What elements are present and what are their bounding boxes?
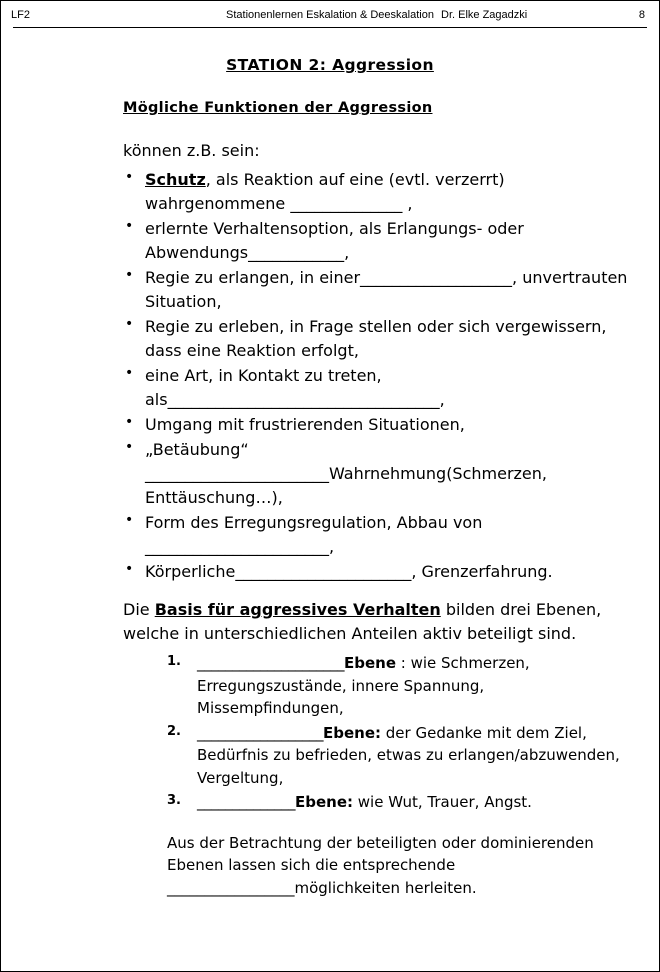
bullet-text: erlernte Verhaltensoption, als Erlangungs- oder Abwendungs____________, xyxy=(145,219,524,263)
list-item xyxy=(123,168,633,216)
bullet-text: Körperliche______________________, Grenzerfahrung. xyxy=(145,562,553,582)
basis-emphasis: Basis für aggressives Verhalten xyxy=(154,600,441,620)
basis-pre: Die xyxy=(123,600,155,620)
list-item xyxy=(123,217,633,265)
list-item xyxy=(167,722,633,790)
bullet-text: Regie zu erleben, in Frage stellen oder sich vergewissern, dass eine Reaktion erfolgt, xyxy=(145,317,607,361)
functions-list xyxy=(27,168,633,584)
header-document-title: Stationenlernen Eskalation & Deeskalation xyxy=(226,9,434,21)
basis-post: bilden drei Ebenen, welche in unterschiedlichen Anteilen aktiv beteiligt sind. xyxy=(123,600,602,644)
list-item xyxy=(123,364,633,412)
intro-text: können z.B. sein: xyxy=(123,141,260,161)
bullet-text: Umgang mit frustrierenden Situationen, xyxy=(145,415,465,435)
list-item xyxy=(123,413,633,437)
list-item xyxy=(123,511,633,559)
ebene-text: der Gedanke mit dem Ziel, Bedürfnis zu befrieden, etwas zu erlangen/abzuwenden, Vergeltung, xyxy=(197,723,620,787)
bullet-text: Form des Erregungsregulation, Abbau von _______________________, xyxy=(145,513,483,557)
closing-paragraph: Aus der Betrachtung der beteiligten oder dominierenden Ebenen lassen sich die entsprechende _________________möglichkeiten herleiten. xyxy=(167,833,594,897)
basis-paragraph xyxy=(123,598,633,646)
section-subtitle: Mögliche Funktionen der Aggression xyxy=(123,100,433,117)
header-divider xyxy=(13,27,647,28)
ebene-text: wie Wut, Trauer, Angst. xyxy=(353,793,532,812)
list-item xyxy=(123,315,633,363)
fill-blank: _____________________ xyxy=(197,654,344,673)
bullet-text: , als Reaktion auf eine (evtl. verzerrt) wahrgenommene ______________ , xyxy=(145,170,505,214)
ebene-label: Ebene xyxy=(344,654,397,673)
list-item xyxy=(167,652,633,720)
fill-blank: ______________ xyxy=(197,793,295,812)
document-content xyxy=(1,31,659,899)
list-item xyxy=(167,791,633,814)
bullet-text: eine Art, in Kontakt zu treten, als__________________________________, xyxy=(145,366,445,410)
ebenen-list xyxy=(27,652,633,814)
ebene-text: : wie Schmerzen, Erregungszustände, innere Spannung, Missempfindungen, xyxy=(197,654,530,718)
ebene-label: Ebene: xyxy=(323,723,382,742)
fill-blank: __________________ xyxy=(197,723,323,742)
header-page-number: 8 xyxy=(638,9,645,21)
header-course-code: LF2 xyxy=(11,9,30,21)
list-item xyxy=(123,266,633,314)
ebene-label: Ebene: xyxy=(295,793,354,812)
bullet-keyword: Schutz xyxy=(145,170,206,190)
bullet-text: „Betäubung“ _______________________Wahrnehmung(Schmerzen, Enttäuschung…), xyxy=(145,440,547,508)
station-title: STATION 2: Aggression xyxy=(226,56,434,74)
bullet-text: Regie zu erlangen, in einer___________________, unvertrauten Situation, xyxy=(145,268,628,312)
page-header xyxy=(1,1,659,31)
list-item xyxy=(123,560,633,584)
header-author: Dr. Elke Zagadzki xyxy=(441,9,528,21)
list-item xyxy=(123,438,633,510)
